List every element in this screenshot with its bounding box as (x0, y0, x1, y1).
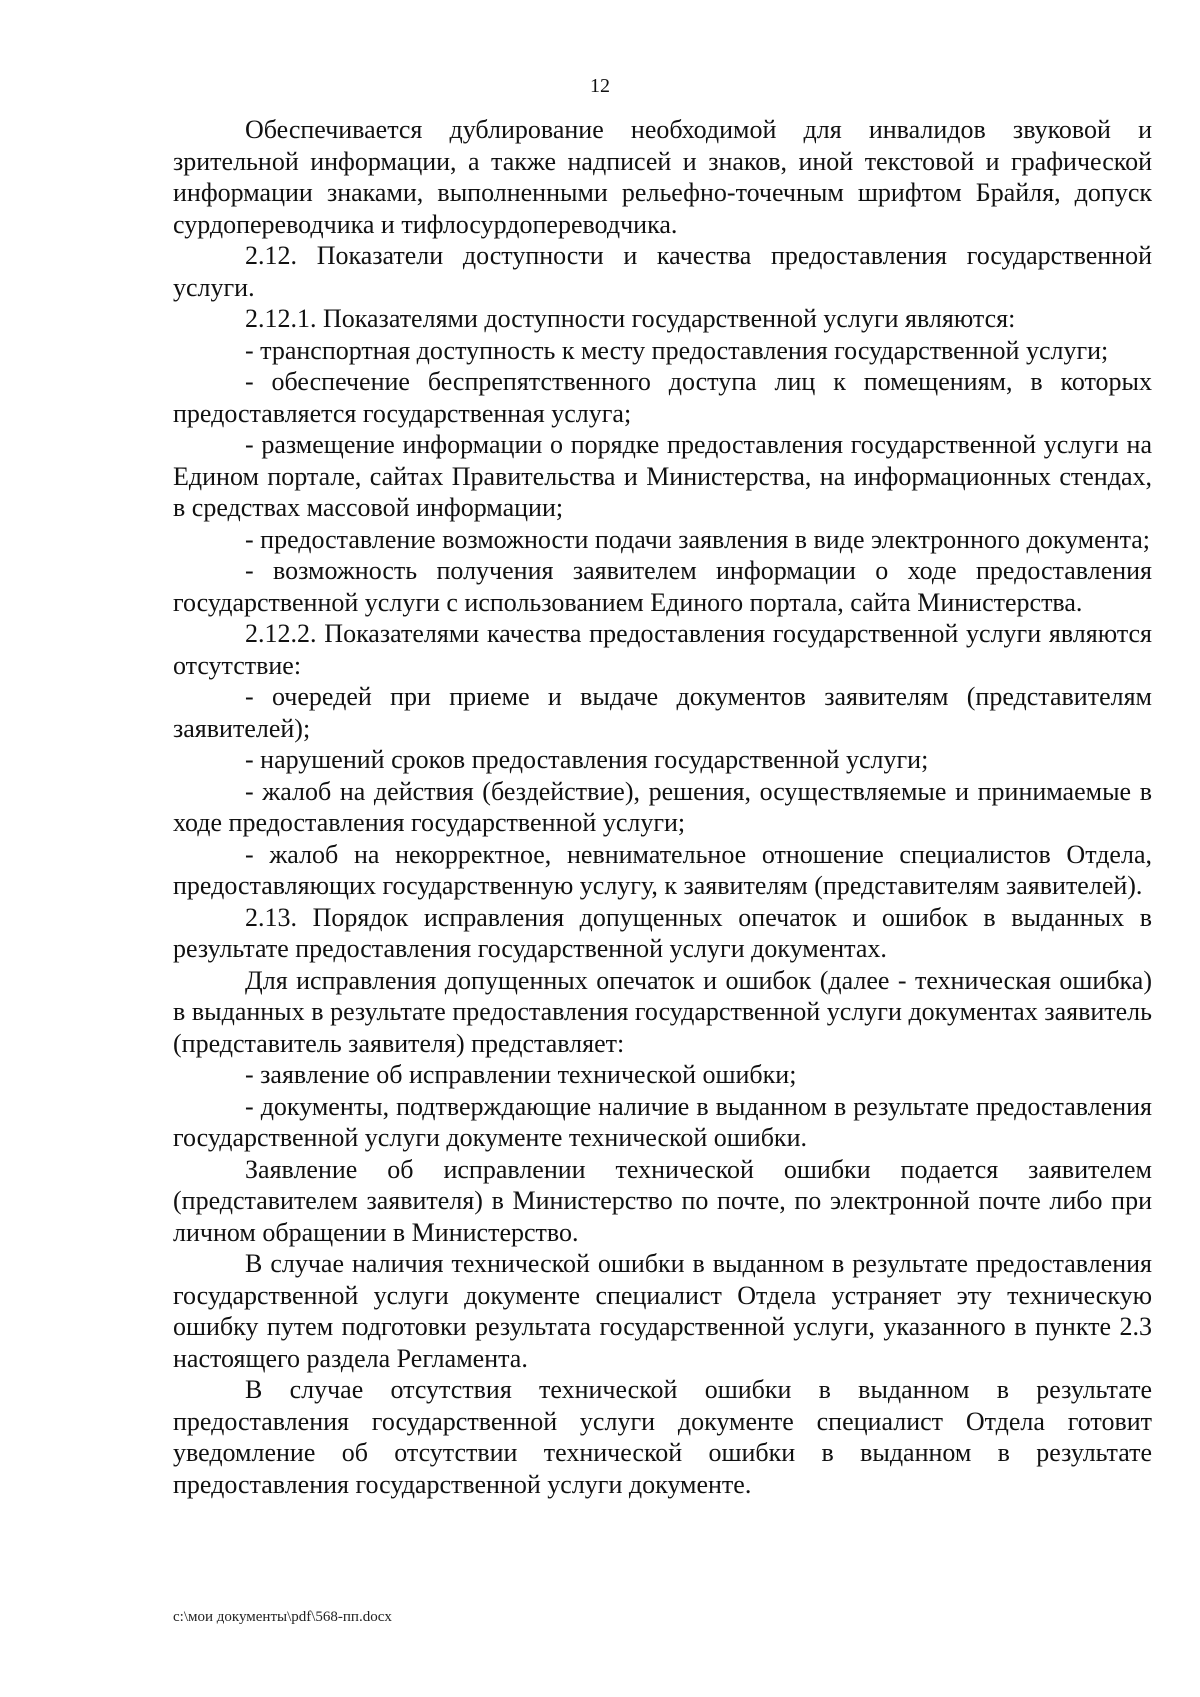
section-heading-2-12: 2.12. Показатели доступности и качества предоставления государственной услуги. (173, 241, 1152, 302)
list-item-unobstructed-access: - обеспечение беспрепятственного доступа лиц к помещениям, в которых предоставляется государственная услуга; (173, 367, 1152, 428)
list-item-electronic-application: - предоставление возможности подачи заявления в виде электронного документа; (245, 524, 1151, 554)
list-item-no-queues: - очередей при приеме и выдаче документов заявителям (представителям заявителей); (173, 682, 1152, 743)
section-heading-2-12-2: 2.12.2. Показателями качества предоставления государственной услуги являются отсутствие: (173, 619, 1152, 680)
page-number: 12 (590, 75, 610, 97)
list-item-no-deadline-violations: - нарушений сроков предоставления государственной услуги; (245, 745, 929, 774)
document-body (173, 114, 1152, 1500)
list-item-information-placement: - размещение информации о порядке предоставления государственной услуги на Едином портале, сайтах Правительства и Министерства, на информационных стендах, в средствах массовой информации; (173, 430, 1152, 522)
section-heading-2-12-1: 2.12.1. Показателями доступности государственной услуги являются: (245, 304, 1016, 333)
list-item-no-complaints-attitude: - жалоб на некорректное, невнимательное отношение специалистов Отдела, предоставляющих государственную услугу, к заявителям (представителям заявителей). (173, 839, 1152, 900)
section-heading-2-13: 2.13. Порядок исправления допущенных опечаток и ошибок в выданных в результате предоставления государственной услуги документах. (173, 902, 1152, 963)
footer-file-path: c:\мои документы\pdf\568-пп.docx (173, 1609, 392, 1625)
paragraph-error-not-found: В случае отсутствия технической ошибки в выданном в результате предоставления государственной услуги документе специалист Отдела готовит уведомление об отсутствии технической ошибки в выданном в результате предоставления государственной услуги документе. (173, 1375, 1152, 1499)
list-item-no-complaints-actions: - жалоб на действия (бездействие), решения, осуществляемые и принимаемые в ходе предоставления государственной услуги; (173, 776, 1152, 837)
list-item-correction-application: - заявление об исправлении технической ошибки; (245, 1060, 797, 1089)
list-item-progress-information: - возможность получения заявителем информации о ходе предоставления государственной услуги с использованием Единого портала, сайта Министерства. (173, 556, 1152, 617)
paragraph-accessibility-duplication: Обеспечивается дублирование необходимой для инвалидов звуковой и зрительной информации, а также надписей и знаков, иной текстовой и графической информации знаками, выполненными рельефно-точечным шрифтом Брайля, допуск сурдопереводчика и тифлосурдопереводчика. (173, 115, 1152, 239)
list-item-transport-accessibility: - транспортная доступность к месту предоставления государственной услуги; (245, 335, 1109, 365)
paragraph-error-correction-documents: Для исправления допущенных опечаток и ошибок (далее - техническая ошибка) в выданных в результате предоставления государственной услуги документах заявитель (представитель заявителя) представляет: (173, 965, 1152, 1058)
list-item-supporting-documents: - документы, подтверждающие наличие в выданном в результате предоставления государственной услуги документе технической ошибки. (173, 1091, 1152, 1152)
paragraph-application-submission: Заявление об исправлении технической ошибки подается заявителем (представителем заявителя) в Министерство по почте, по электронной почте либо при личном обращении в Министерство. (173, 1154, 1152, 1247)
paragraph-error-found: В случае наличия технической ошибки в выданном в результате предоставления государственной услуги документе специалист Отдела устраняет эту техническую ошибку путем подготовки результата государственной услуги, указанного в пункте 2.3 настоящего раздела Регламента. (173, 1249, 1152, 1373)
